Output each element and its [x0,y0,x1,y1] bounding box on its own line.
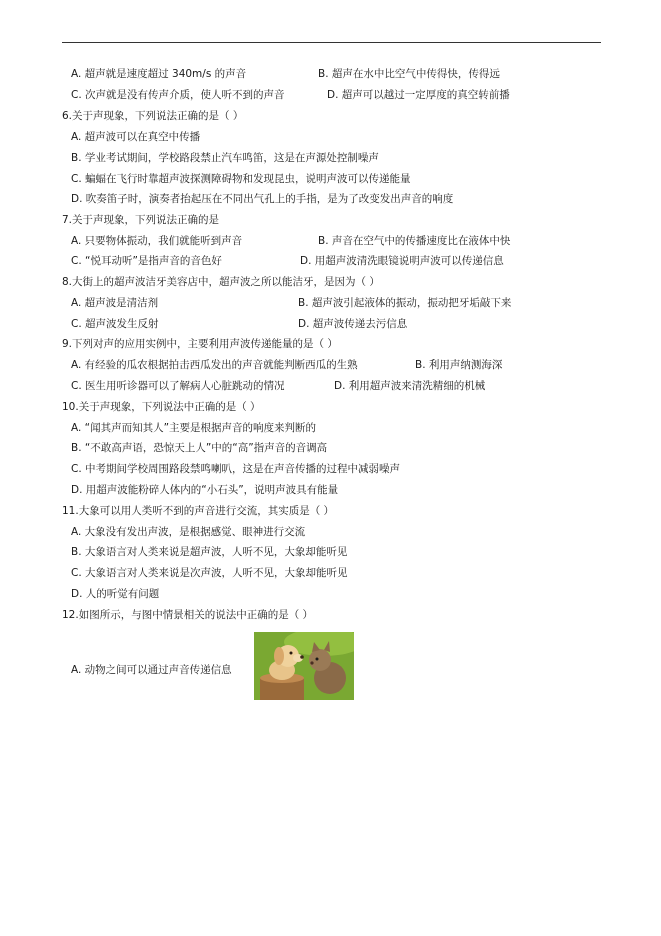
q8-stem: 8.大街上的超声波洁牙美容店中，超声波之所以能洁牙，是因为（ ） [62,276,380,288]
q7-option-b[interactable]: B. 声音在空气中的传播速度比在液体中快 [318,235,511,247]
q6-option-b[interactable]: B. 学业考试期间，学校路段禁止汽车鸣笛，这是在声源处控制噪声 [71,152,379,164]
q6-option-c[interactable]: C. 蝙蝠在飞行时靠超声波探测障碍物和发现昆虫，说明声波可以传递能量 [71,173,411,185]
q9-option-a[interactable]: A. 有经验的瓜农根据拍击西瓜发出的声音就能判断西瓜的生熟 [71,359,358,371]
q9-option-b[interactable]: B. 利用声纳测海深 [415,359,503,371]
q10-option-d[interactable]: D. 用超声波能粉碎人体内的“小石头”，说明声波具有能量 [71,484,339,496]
q10-option-c[interactable]: C. 中考期间学校周围路段禁鸣喇叭，这是在声音传播的过程中减弱噪声 [71,463,401,475]
q12-option-a[interactable]: A. 动物之间可以通过声音传递信息 [71,664,232,676]
q7-option-c[interactable]: C. “悦耳动听”是指声音的音色好 [71,255,222,267]
q9-option-d[interactable]: D. 利用超声波来清洗精细的机械 [334,380,486,392]
header-rule [62,42,601,43]
puppy-and-kitten-illustration [254,632,354,700]
q5-option-b[interactable]: B. 超声在水中比空气中传得快，传得远 [318,68,500,80]
q5-option-d[interactable]: D. 超声可以越过一定厚度的真空转前播 [327,89,510,101]
animals-photo [254,632,354,700]
q7-stem: 7.关于声现象，下列说法正确的是 [62,214,220,226]
q8-option-b[interactable]: B. 超声波引起液体的振动，振动把牙垢敲下来 [298,297,512,309]
q6-option-d[interactable]: D. 吹奏笛子时，演奏者抬起压在不同出气孔上的手指，是为了改变发出声音的响度 [71,193,454,205]
q7-option-a[interactable]: A. 只要物体振动，我们就能听到声音 [71,235,243,247]
q10-option-b[interactable]: B. “不敢高声语，恐惊天上人”中的“高”指声音的音调高 [71,442,328,454]
q8-option-a[interactable]: A. 超声波是清洁剂 [71,297,159,309]
q11-option-a[interactable]: A. 大象没有发出声波，是根据感觉、眼神进行交流 [71,526,306,538]
q9-option-c[interactable]: C. 医生用听诊器可以了解病人心脏跳动的情况 [71,380,285,392]
q11-stem: 11.大象可以用人类听不到的声音进行交流，其实质是（ ） [62,505,335,517]
q11-option-b[interactable]: B. 大象语言对人类来说是超声波，人听不见，大象却能听见 [71,546,348,558]
q5-option-c[interactable]: C. 次声就是没有传声介质，使人听不到的声音 [71,89,285,101]
q8-option-d[interactable]: D. 超声波传递去污信息 [298,318,408,330]
q10-stem: 10.关于声现象，下列说法中正确的是（ ） [62,401,261,413]
q6-option-a[interactable]: A. 超声波可以在真空中传播 [71,131,201,143]
q8-option-c[interactable]: C. 超声波发生反射 [71,318,159,330]
q10-option-a[interactable]: A. “闻其声而知其人”主要是根据声音的响度来判断的 [71,422,317,434]
q11-option-c[interactable]: C. 大象语言对人类来说是次声波，人听不见，大象却能听见 [71,567,348,579]
q5-option-a[interactable]: A. 超声就是速度超过 340m/s 的声音 [71,68,247,80]
q9-stem: 9.下列对声的应用实例中，主要利用声波传递能量的是（ ） [62,338,338,350]
q12-stem: 12.如图所示，与图中情景相关的说法中正确的是（ ） [62,609,314,621]
q6-stem: 6.关于声现象，下列说法正确的是（ ） [62,110,244,122]
q11-option-d[interactable]: D. 人的听觉有问题 [71,588,160,600]
q7-option-d[interactable]: D. 用超声波清洗眼镜说明声波可以传递信息 [300,255,504,267]
